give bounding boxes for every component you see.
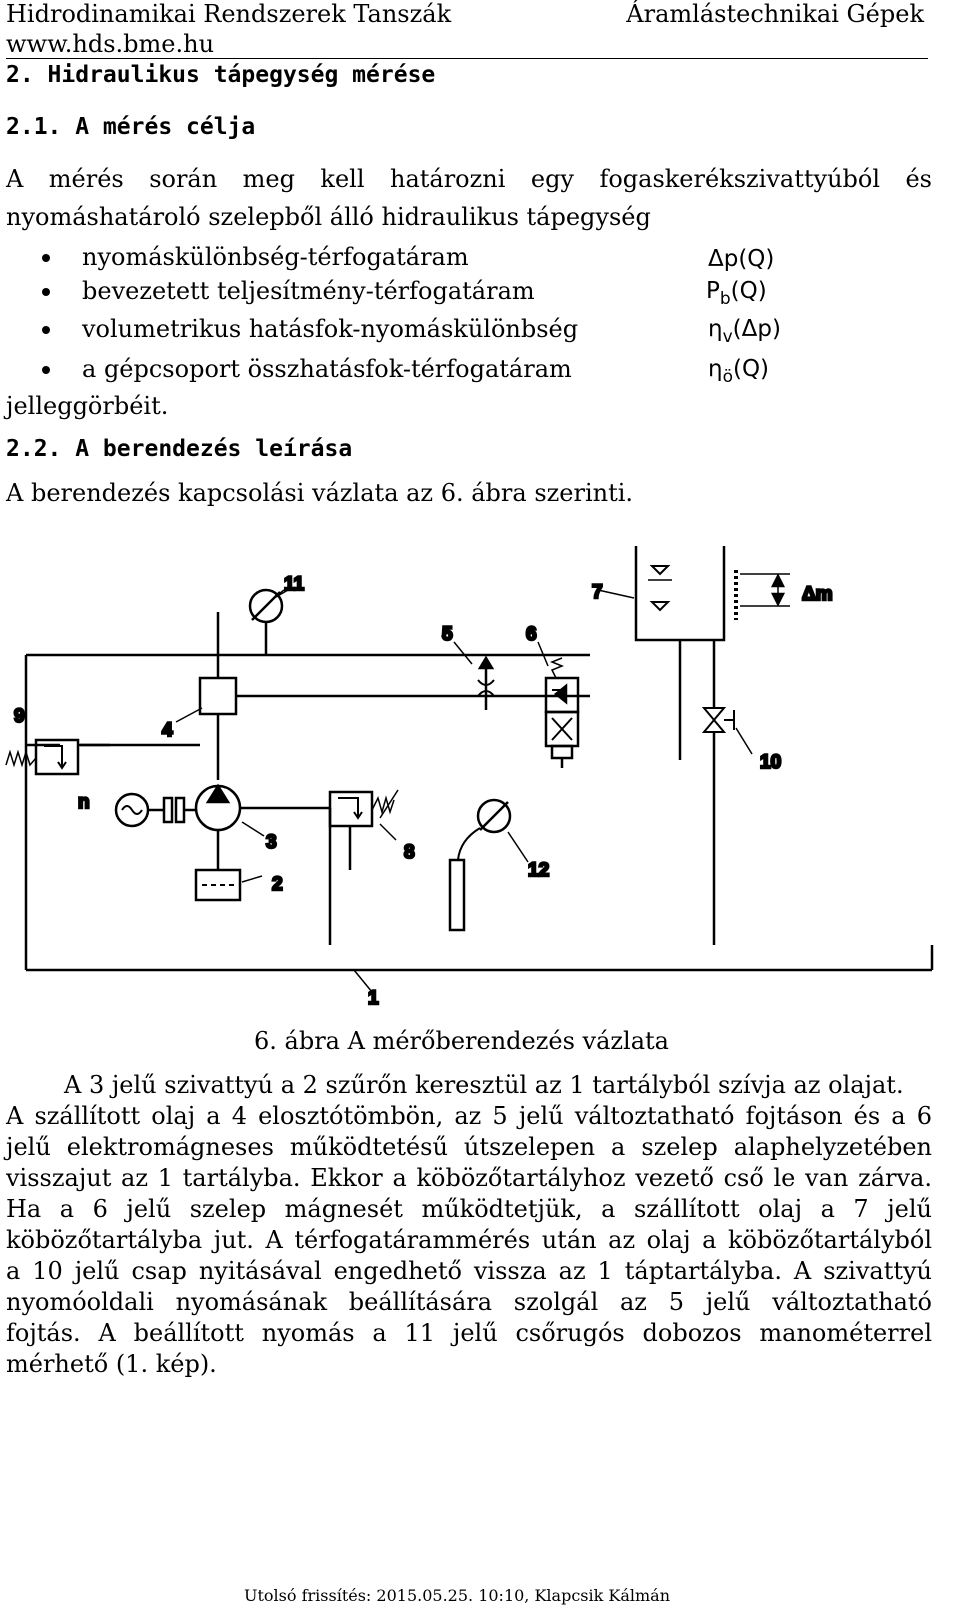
thermometer-12 <box>450 800 510 930</box>
symbol-pb-q: $P_b(Q)$ <box>706 278 767 309</box>
after-bullets-text: jelleggörbéit. <box>6 392 169 420</box>
leader-lines <box>28 590 752 992</box>
filter-2 <box>196 870 240 970</box>
label-6: 6 <box>526 624 537 645</box>
label-2: 2 <box>272 874 283 895</box>
label-7: 7 <box>592 582 603 603</box>
label-3: 3 <box>266 832 277 853</box>
subsection-title-2: 2.2. A berendezés leírása <box>6 436 353 462</box>
paragraph-line: köbözőtartályba jut. A térfogatárammérés után az olaj a köbözőtartályból <box>6 1226 932 1254</box>
bullet-dot <box>42 366 50 374</box>
label-8: 8 <box>404 842 415 863</box>
paragraph-line: A 3 jelű szivattyú a 2 szűrőn keresztül az 1 tartályból szívja az olajat. <box>64 1071 904 1099</box>
paragraph-line: mérhető (1. kép). <box>6 1350 217 1378</box>
paragraph-line: nyomóoldali nyomásának beállítására szolgál az 5 jelű változtatható <box>6 1288 932 1316</box>
subsection-title-1: 2.1. A mérés célja <box>6 114 256 140</box>
paragraph-line: fojtás. A beállított nyomás a 11 jelű csőrugós dobozos manométerrel <box>6 1319 932 1347</box>
label-4: 4 <box>162 720 173 741</box>
label-11: 11 <box>284 574 305 595</box>
list-item: bevezetett teljesítmény-térfogatáram <box>82 277 535 305</box>
paragraph-line: a 10 jelű csap nyitásával engedhető vissza az 1 táptartályba. A szivattyú <box>6 1257 932 1285</box>
header-subject: Áramlástechnikai Gépek <box>626 0 924 28</box>
bullet-dot <box>42 326 50 334</box>
bullet-dot <box>42 254 50 262</box>
header-divider <box>6 58 928 59</box>
reservoir-tank-1 <box>26 945 932 970</box>
pump-3 <box>196 786 240 870</box>
label-5: 5 <box>442 624 453 645</box>
label-dm: Δm <box>802 584 833 605</box>
subsection-2-text: A berendezés kapcsolási vázlata az 6. ábra szerinti. <box>6 479 634 507</box>
list-item: nyomáskülönbség-térfogatáram <box>82 243 469 271</box>
section-title: 2. Hidraulikus tápegység mérése <box>6 62 436 88</box>
paragraph-line: jelű elektromágneses működtetésű útszelepen a szelep alaphelyzetében <box>6 1133 932 1161</box>
paragraph-line: visszajut az 1 tartályba. Ekkor a köbözőtartályhoz vezető cső le van zárva. <box>6 1164 932 1192</box>
pressure-relief-valve-8 <box>330 790 398 870</box>
hydraulic-schematic <box>0 540 960 1020</box>
intro-line-2: nyomáshatároló szelepből álló hidraulikus tápegység <box>6 203 651 231</box>
symbol-dp-q: Δp(Q) <box>708 246 775 272</box>
paragraph-line: A szállított olaj a 4 elosztótömbön, az 5 jelű változtatható fojtáson és a 6 <box>6 1102 932 1130</box>
label-1: 1 <box>368 988 379 1009</box>
label-n: n <box>78 792 90 813</box>
drain-valve-10 <box>704 640 734 945</box>
symbol-etao-q: $\eta_ö(Q)$ <box>708 356 770 387</box>
intro-line-1: A mérés során meg kell határozni egy fogaskerékszivattyúból és <box>6 165 932 193</box>
header-url[interactable]: www.hds.bme.hu <box>6 30 215 58</box>
manometer-11 <box>250 590 288 655</box>
solenoid-valve-6 <box>546 658 578 768</box>
variable-throttle-5 <box>478 658 494 710</box>
list-item: a gépcsoport összhatásfok-térfogatáram <box>82 355 572 383</box>
symbol-etav-dp: $\eta_v(\Delta p)$ <box>708 316 781 347</box>
label-10: 10 <box>760 752 782 773</box>
paragraph-line: Ha a 6 jelű szelep mágnesét működtetjük, a szállított olaj a 7 jelű <box>6 1195 932 1223</box>
list-item: volumetrikus hatásfok-nyomáskülönbség <box>82 315 579 343</box>
electric-motor-n <box>116 794 196 826</box>
label-12: 12 <box>528 860 550 881</box>
figure-caption: 6. ábra A mérőberendezés vázlata <box>254 1027 669 1055</box>
header-department: Hidrodinamikai Rendszerek Tanszák <box>6 0 452 28</box>
label-9: 9 <box>14 706 25 727</box>
bullet-dot <box>42 288 50 296</box>
footer-last-updated: Utolsó frissítés: 2015.05.25. 10:10, Klapcsik Kálmán <box>244 1586 671 1605</box>
distribution-block-4 <box>26 612 590 780</box>
